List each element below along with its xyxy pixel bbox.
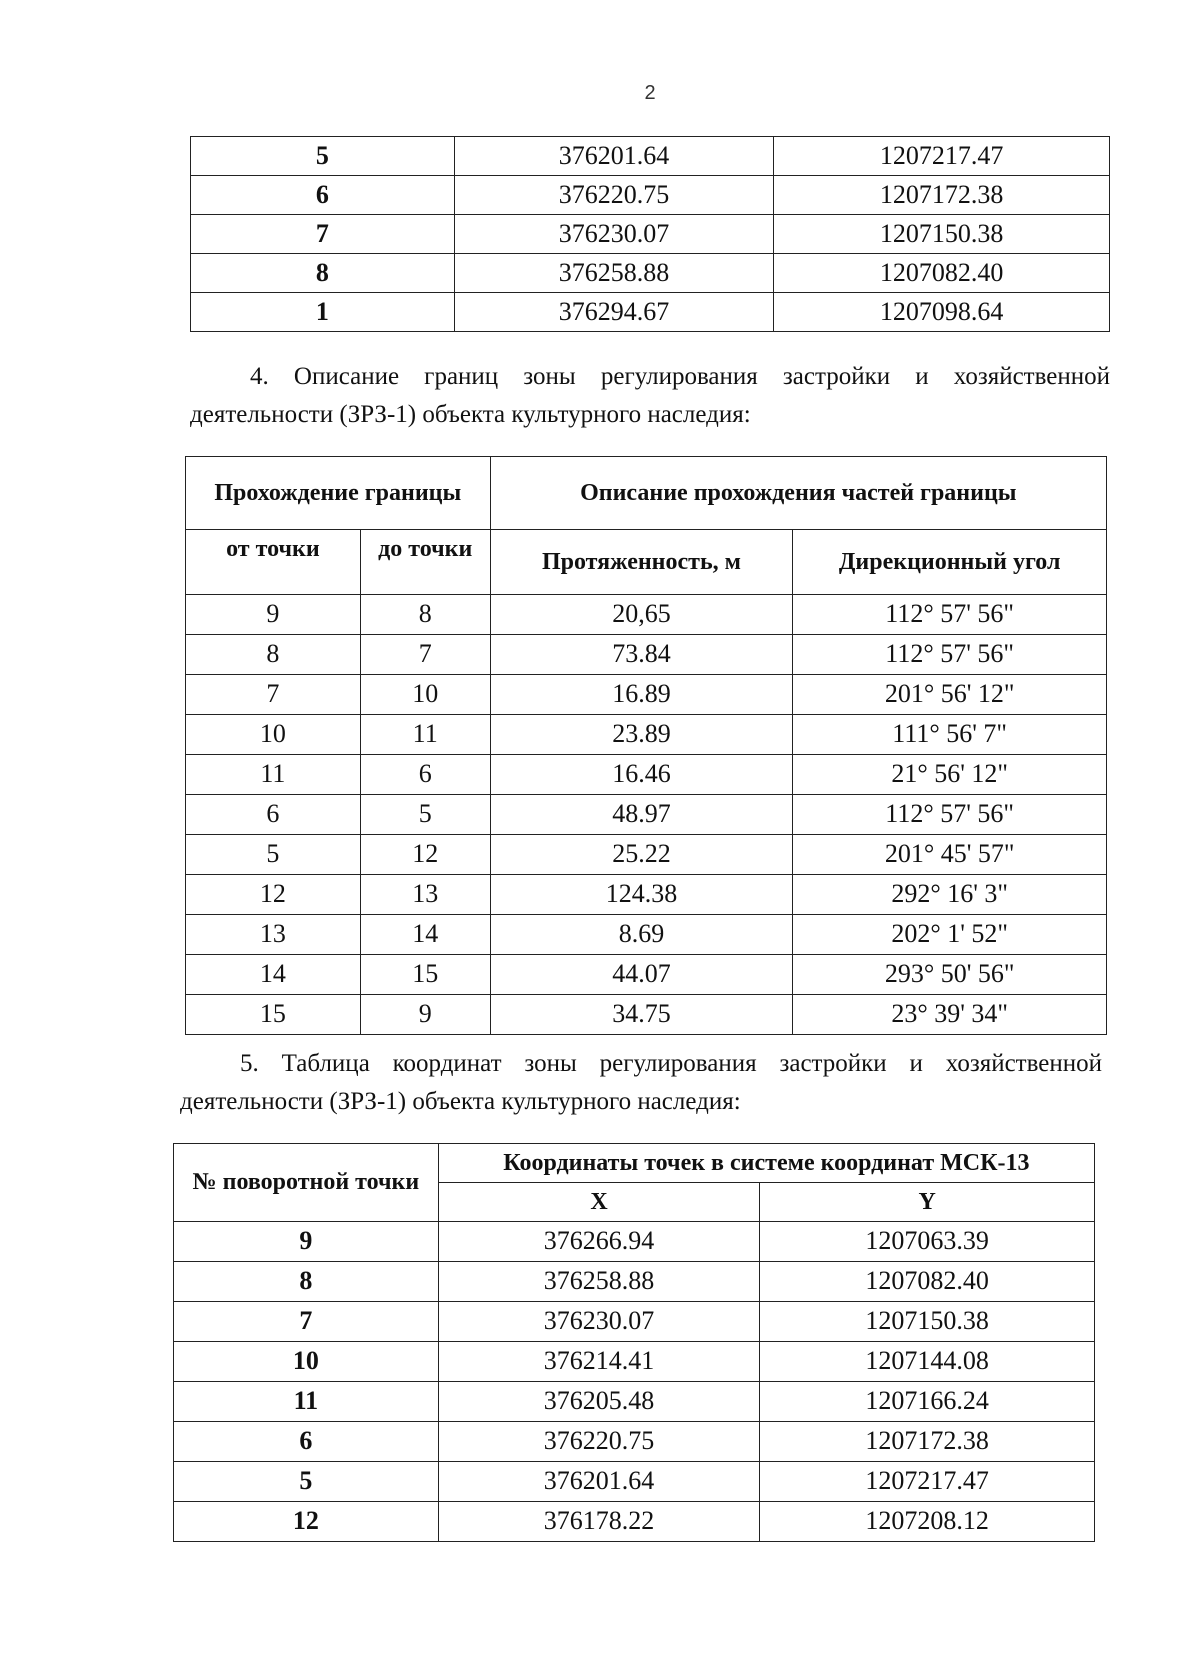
table-cell: 1207144.08 [760,1342,1095,1382]
table-cell: 14 [186,955,361,995]
table-cell: 6 [191,176,455,215]
table-cell: 201° 56' 12" [793,675,1107,715]
table-cell: 1207166.24 [760,1382,1095,1422]
table-cell: 8.69 [490,915,793,955]
header-x: X [438,1183,760,1222]
table-cell: 15 [360,955,490,995]
header-coordinate-system: Координаты точек в системе координат МСК-13 [438,1144,1094,1183]
table-cell: 34.75 [490,995,793,1035]
header-from-point: от точки [186,530,361,595]
table-cell: 6 [174,1422,439,1462]
table-cell: 1207082.40 [760,1262,1095,1302]
table-row [186,755,1107,795]
table-cell: 376258.88 [454,254,774,293]
zone-coordinates-table-body [174,1222,1095,1542]
table-cell: 8 [186,635,361,675]
section-4-text: 4. Описание границ зоны регулирования застройки и хозяйственной деятельности (ЗРЗ-1) объекта культурного наследия: [190,363,1110,428]
table-cell: 8 [360,595,490,635]
zone-coordinates-table [173,1143,1095,1542]
table-cell: 9 [186,595,361,635]
table-cell: 1 [191,293,455,332]
header-boundary-description: Описание прохождения частей границы [490,457,1106,530]
header-direction-angle: Дирекционный угол [793,530,1107,595]
header-length: Протяженность, м [490,530,793,595]
table-cell: 5 [174,1462,439,1502]
header-y: Y [760,1183,1095,1222]
table-row [174,1422,1095,1462]
table-row [191,254,1110,293]
table-cell: 376201.64 [454,137,774,176]
table-cell: 112° 57' 56" [793,635,1107,675]
table-cell: 12 [174,1502,439,1542]
table-cell: 1207150.38 [774,215,1110,254]
table-cell: 7 [191,215,455,254]
table-cell: 376230.07 [438,1302,760,1342]
table-cell: 1207172.38 [760,1422,1095,1462]
table-row [186,875,1107,915]
table-cell: 8 [174,1262,439,1302]
table-cell: 7 [174,1302,439,1342]
table-cell: 376220.75 [454,176,774,215]
table-row [174,1342,1095,1382]
table-row [186,995,1107,1035]
table-cell: 1207217.47 [760,1462,1095,1502]
table-row [191,137,1110,176]
table-cell: 23.89 [490,715,793,755]
table-cell: 376266.94 [438,1222,760,1262]
table-cell: 10 [186,715,361,755]
table-cell: 6 [186,795,361,835]
table-row [186,795,1107,835]
table-cell: 202° 1' 52" [793,915,1107,955]
page-number: 2 [644,82,656,104]
table-row [186,595,1107,635]
table-row [186,955,1107,995]
table-cell: 376214.41 [438,1342,760,1382]
table-cell: 6 [360,755,490,795]
table-cell: 1207172.38 [774,176,1110,215]
table-cell: 1207217.47 [774,137,1110,176]
table-row [186,835,1107,875]
table-cell: 16.89 [490,675,793,715]
table-cell: 9 [360,995,490,1035]
table-cell: 112° 57' 56" [793,795,1107,835]
table-cell: 12 [360,835,490,875]
section-5-text: 5. Таблица координат зоны регулирования застройки и хозяйственной деятельности (ЗРЗ-1) объекта культурного наследия: [180,1050,1102,1115]
table-cell: 111° 56' 7" [793,715,1107,755]
table-cell: 5 [360,795,490,835]
coordinates-table-continued-body [191,137,1110,332]
table-cell: 11 [360,715,490,755]
table-row [174,1382,1095,1422]
table-cell: 112° 57' 56" [793,595,1107,635]
table-row [186,675,1107,715]
boundary-description-table [185,456,1107,1035]
table-cell: 20,65 [490,595,793,635]
table-row [191,176,1110,215]
table-row [174,1462,1095,1502]
table-cell: 11 [174,1382,439,1422]
table-cell: 73.84 [490,635,793,675]
table-cell: 293° 50' 56" [793,955,1107,995]
table-cell: 376294.67 [454,293,774,332]
table-cell: 15 [186,995,361,1035]
table-cell: 292° 16' 3" [793,875,1107,915]
boundary-description-table-body [186,595,1107,1035]
table-cell: 1207150.38 [760,1302,1095,1342]
table-cell: 201° 45' 57" [793,835,1107,875]
table-cell: 8 [191,254,455,293]
table-cell: 376230.07 [454,215,774,254]
table-cell: 13 [360,875,490,915]
table-cell: 23° 39' 34" [793,995,1107,1035]
table-cell: 1207082.40 [774,254,1110,293]
table-cell: 48.97 [490,795,793,835]
table-row [174,1262,1095,1302]
table-cell: 7 [186,675,361,715]
table-cell: 7 [360,635,490,675]
table-row [174,1302,1095,1342]
table-cell: 1207063.39 [760,1222,1095,1262]
table-cell: 14 [360,915,490,955]
table-cell: 11 [186,755,361,795]
table-cell: 376258.88 [438,1262,760,1302]
table-row [186,915,1107,955]
table-row [174,1222,1095,1262]
table-row [186,635,1107,675]
table-cell: 12 [186,875,361,915]
table-row [191,293,1110,332]
table-cell: 124.38 [490,875,793,915]
table-cell: 376220.75 [438,1422,760,1462]
table-row [186,715,1107,755]
section-4-heading [190,358,1110,434]
table-cell: 5 [186,835,361,875]
table-cell: 376201.64 [438,1462,760,1502]
table-cell: 1207208.12 [760,1502,1095,1542]
table-cell: 21° 56' 12" [793,755,1107,795]
header-turning-point-number: № поворотной точки [174,1144,439,1222]
table-row [174,1502,1095,1542]
table-cell: 376205.48 [438,1382,760,1422]
table-cell: 16.46 [490,755,793,795]
header-to-point: до точки [360,530,490,595]
table-cell: 10 [360,675,490,715]
section-5-heading [180,1045,1102,1121]
table-cell: 5 [191,137,455,176]
table-cell: 10 [174,1342,439,1382]
table-cell: 1207098.64 [774,293,1110,332]
table-cell: 13 [186,915,361,955]
table-cell: 9 [174,1222,439,1262]
header-boundary-passage: Прохождение границы [186,457,491,530]
table-cell: 25.22 [490,835,793,875]
table-cell: 376178.22 [438,1502,760,1542]
table-row [191,215,1110,254]
table-cell: 44.07 [490,955,793,995]
coordinates-table-continued [190,136,1110,332]
